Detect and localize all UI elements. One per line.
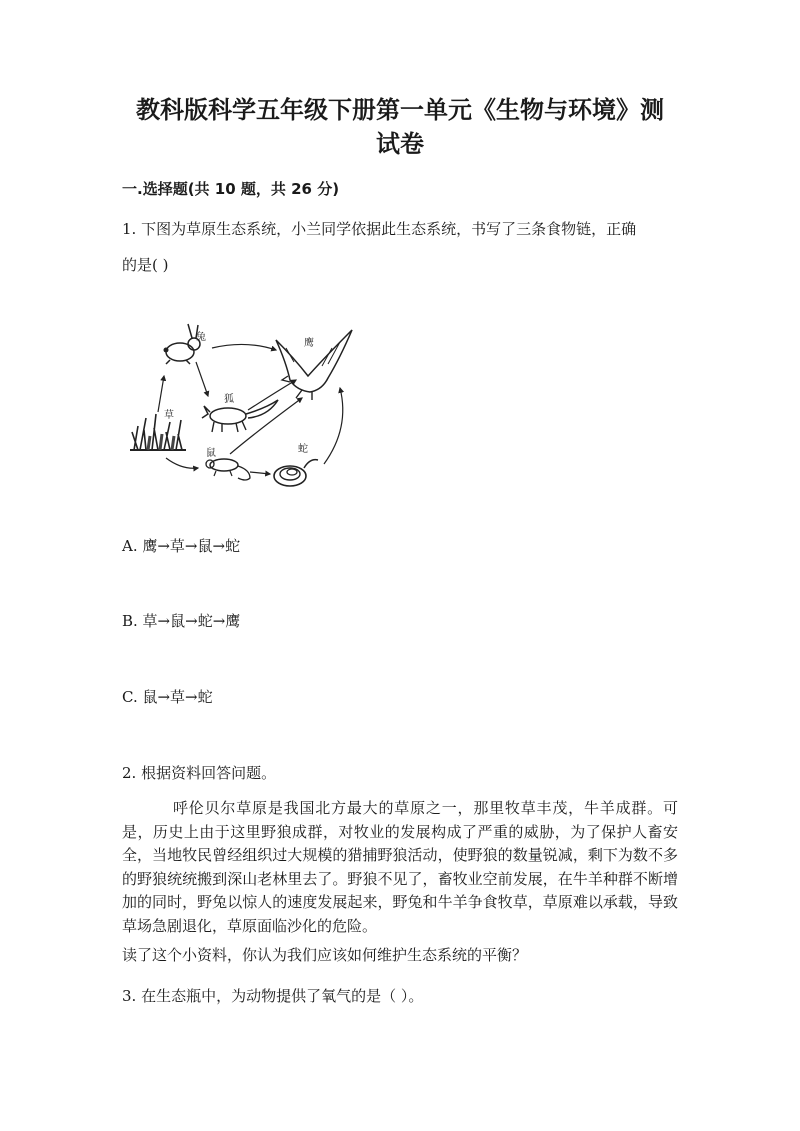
title-line-1: 教科版科学五年级下册第一单元《生物与环境》测 (136, 96, 664, 124)
snake-illustration (274, 442, 318, 486)
q1-option-a: A. 鹰→草→鼠→蛇 (122, 537, 241, 555)
label-rabbit: 兔 (196, 332, 206, 343)
arrow-grass-to-mouse (166, 458, 198, 468)
title-line-2: 试卷 (376, 130, 424, 158)
arrow-fox-to-hawk (248, 380, 296, 410)
label-mouse: 鼠 (206, 448, 216, 459)
arrow-rabbit-to-hawk (212, 344, 276, 350)
q2-passage: 呼伦贝尔草原是我国北方最大的草原之一，那里牧草丰茂，牛羊成群。可是，历史上由于这里野狼成群，对牧业的发展构成了严重的威胁，为了保护人畜安全，当地牧民曾经组织过大规模的猎捕野狼活动，使野狼的数量锐减，剩下为数不多的野狼统统搬到深山老林里去了。野狼不见了，畜牧业空前发展，在牛羊种群不断增加的同时，野兔以惊人的速度发展起来，野兔和牛羊争食牧草，草原难以承载，导致草场急剧退化，草原面临沙化的危险。 (122, 799, 678, 935)
arrow-grass-to-rabbit (158, 376, 164, 412)
label-hawk: 鹰 (304, 338, 314, 349)
rabbit-illustration (164, 324, 207, 364)
document-title (120, 93, 680, 161)
label-fox: 狐 (224, 394, 234, 405)
q1-stem-line-1: 1. 下图为草原生态系统，小兰同学依据此生态系统，书写了三条食物链，正确 (122, 220, 637, 238)
q2-question: 读了这个小资料，你认为我们应该如何维护生态系统的平衡？ (122, 946, 528, 964)
arrow-rabbit-to-fox (196, 362, 208, 396)
q2-stem: 2. 根据资料回答问题。 (122, 764, 277, 782)
q1-stem-line-2: 的是( ) (122, 256, 169, 274)
q1-option-b: B. 草→鼠→蛇→鹰 (122, 612, 241, 630)
arrow-mouse-to-snake (250, 472, 270, 474)
label-snake: 蛇 (298, 444, 308, 455)
food-web-arrows (158, 344, 343, 474)
section-heading: 一.选择题(共 10 题，共 26 分) (122, 180, 340, 198)
label-grass: 草 (164, 410, 174, 421)
mouse-illustration (206, 446, 250, 480)
q3-stem: 3. 在生态瓶中，为动物提供了氧气的是（ ）。 (122, 987, 424, 1005)
q1-option-c: C. 鼠→草→蛇 (122, 688, 213, 706)
food-web-figure (126, 318, 376, 498)
grass-illustration (130, 408, 186, 450)
arrow-snake-to-hawk (324, 388, 343, 464)
